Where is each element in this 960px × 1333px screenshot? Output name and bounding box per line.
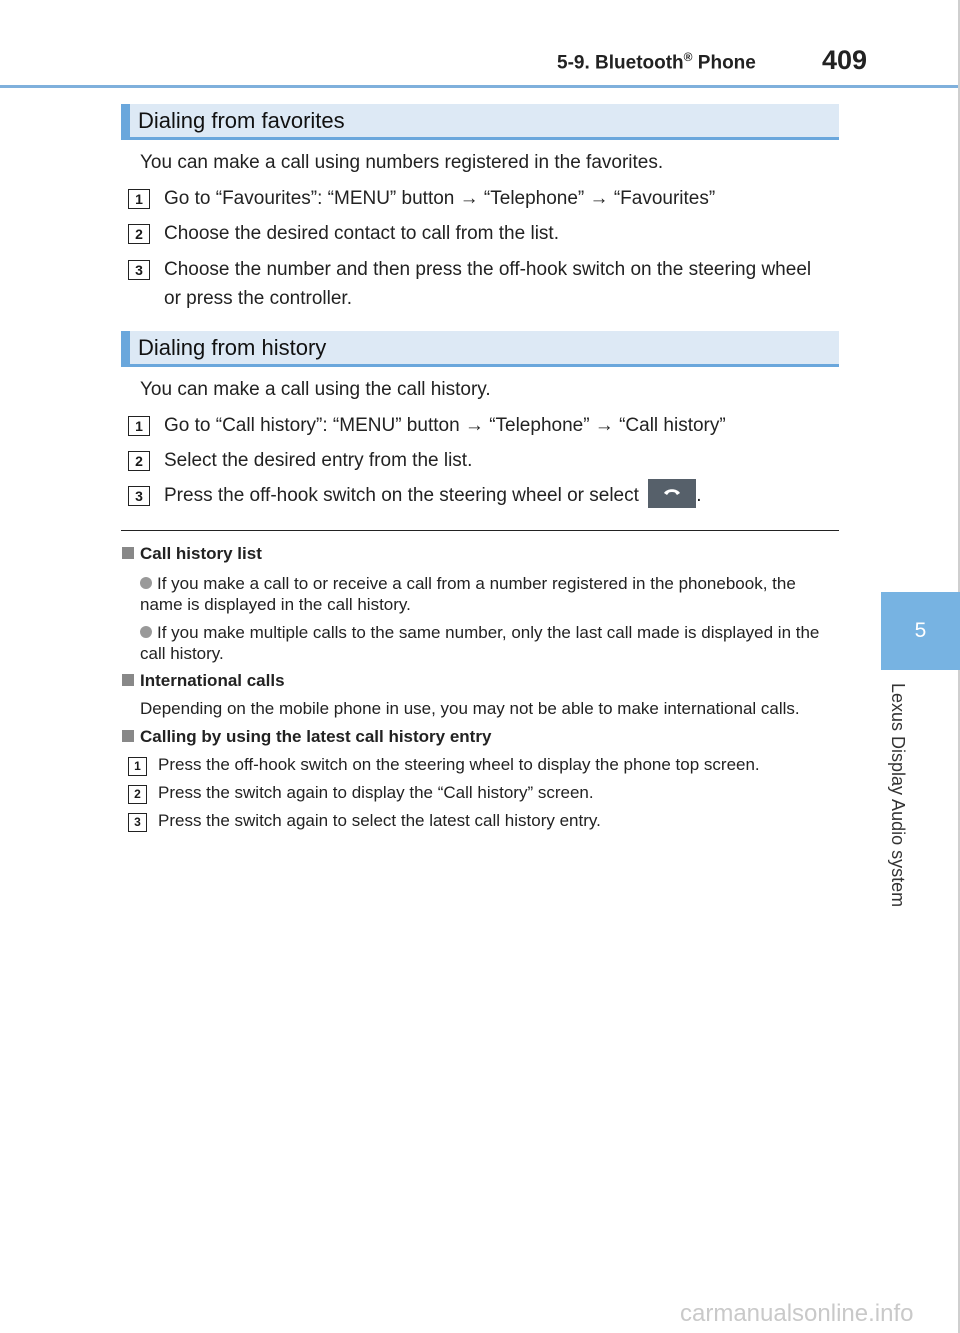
note-step-number: 1 xyxy=(128,757,147,776)
page-number: 409 xyxy=(822,45,868,75)
history-heading: Dialing from history xyxy=(121,331,839,367)
step-text: Choose the number and then press the off-hook switch on the steering wheel xyxy=(164,259,812,280)
step-text: Select the desired entry from the list. xyxy=(164,450,473,471)
note-step-text: Press the switch again to display the “Call history” screen. xyxy=(158,783,594,802)
favorites-heading: Dialing from favorites xyxy=(121,104,839,140)
step-suffix: . xyxy=(696,485,702,506)
step-text-main: Press the off-hook switch on the steering wheel or select xyxy=(164,485,639,506)
note-step-text: Press the off-hook switch on the steering wheel to display the phone top screen. xyxy=(158,755,760,774)
round-bullet-icon xyxy=(140,626,152,638)
note-bullet: If you make multiple calls to the same number, only the last call made is displayed in the call history. xyxy=(140,623,820,663)
chapter-tab[interactable]: 5 xyxy=(881,592,960,670)
step-number: 3 xyxy=(128,486,150,506)
square-bullet-icon xyxy=(122,547,134,559)
step-number: 1 xyxy=(128,416,150,436)
note-step-number: 3 xyxy=(128,813,147,832)
watermark: carmanualsonline.info xyxy=(680,1300,914,1327)
step-number: 2 xyxy=(128,224,150,244)
step-number: 1 xyxy=(128,189,150,209)
call-button[interactable] xyxy=(648,479,696,508)
phone-handset-icon xyxy=(663,488,681,498)
round-bullet-icon xyxy=(140,577,152,589)
chapter-label: Lexus Display Audio system xyxy=(888,683,908,908)
header-divider xyxy=(0,85,960,88)
note-bullet: If you make a call to or receive a call from a number registered in the phonebook, the name is displayed in the call history. xyxy=(140,574,796,614)
section-title: 5-9. Bluetooth® Phone xyxy=(557,50,756,74)
note-heading-call-history-list: Call history list xyxy=(122,544,262,564)
favorites-intro: You can make a call using numbers registered in the favorites. xyxy=(140,152,664,173)
step-text xyxy=(164,481,701,510)
step-text: Go to “Favourites”: “MENU” button → “Telephone” → “Favourites” xyxy=(164,188,716,209)
note-text: Depending on the mobile phone in use, you may not be able to make international calls. xyxy=(140,699,800,718)
square-bullet-icon xyxy=(122,730,134,742)
step-text-continued: or press the controller. xyxy=(164,288,352,309)
note-step-text: Press the switch again to select the latest call history entry. xyxy=(158,811,601,830)
note-step-number: 2 xyxy=(128,785,147,804)
step-text: Choose the desired contact to call from the list. xyxy=(164,223,559,244)
note-heading-international: International calls xyxy=(122,671,285,691)
square-bullet-icon xyxy=(122,674,134,686)
step-number: 3 xyxy=(128,260,150,280)
history-intro: You can make a call using the call history. xyxy=(140,379,491,400)
notes-divider xyxy=(121,530,839,531)
step-text: Go to “Call history”: “MENU” button → “Telephone” → “Call history” xyxy=(164,415,726,436)
step-number: 2 xyxy=(128,451,150,471)
note-heading-latest-entry: Calling by using the latest call history entry xyxy=(122,727,491,747)
